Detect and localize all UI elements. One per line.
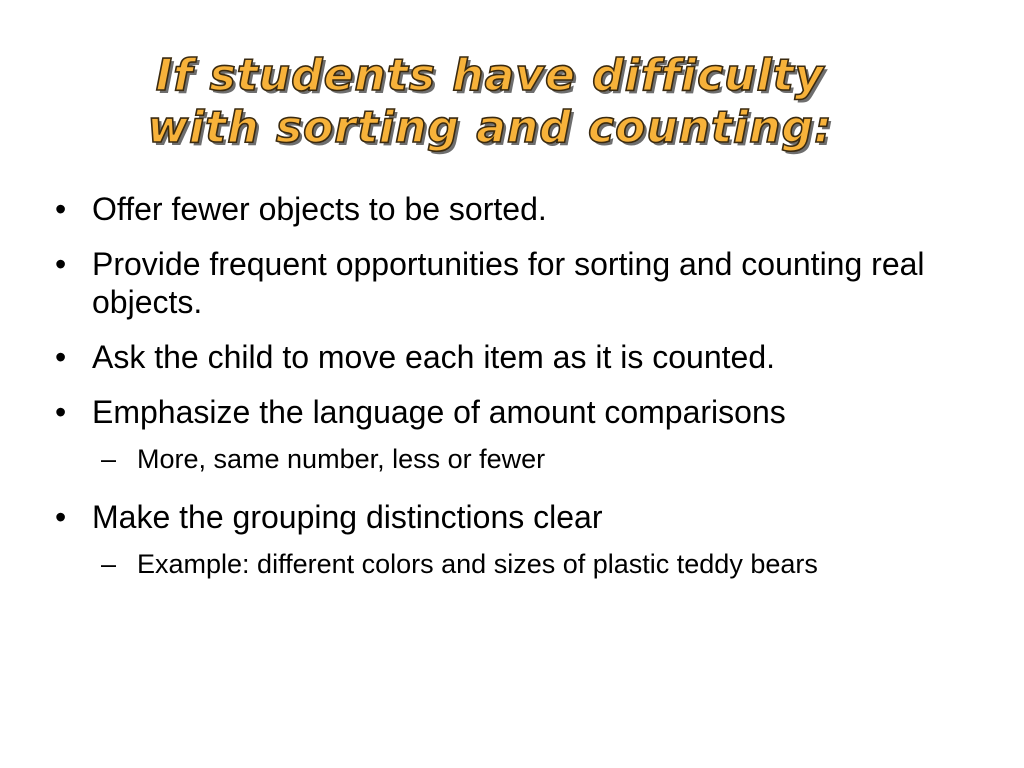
sub-bullet-item	[101, 547, 985, 582]
bullet-item	[55, 498, 985, 536]
bullet-text: Offer fewer objects to be sorted.	[92, 191, 547, 227]
sub-bullet-text: Example: different colors and sizes of plastic teddy bears	[137, 549, 818, 579]
bullet-marker: •	[55, 339, 67, 375]
bullet-text: Make the grouping distinctions clear	[92, 499, 603, 535]
bullet-marker: •	[55, 499, 67, 535]
slide-title-line-1: If students have difficulty	[155, 50, 825, 101]
sub-bullet-item	[101, 442, 985, 477]
bullet-marker: •	[55, 394, 67, 430]
sub-bullet-text: More, same number, less or fewer	[137, 444, 546, 474]
bullet-text: Ask the child to move each item as it is counted.	[92, 339, 775, 375]
bullet-item	[55, 245, 985, 321]
sub-bullet-marker: –	[101, 549, 117, 579]
slide-title-line-2: with sorting and counting:	[147, 102, 833, 153]
bullet-item	[55, 393, 985, 431]
bullet-item	[55, 338, 985, 376]
bullet-marker: •	[55, 246, 67, 282]
bullet-text: Emphasize the language of amount comparisons	[92, 394, 786, 430]
bullet-item	[55, 190, 985, 228]
bullet-text: Provide frequent opportunities for sorting and counting real objects.	[92, 246, 925, 320]
slide-title	[0, 50, 980, 154]
sub-bullet-marker: –	[101, 444, 117, 474]
bullet-list	[55, 190, 985, 603]
bullet-marker: •	[55, 191, 67, 227]
